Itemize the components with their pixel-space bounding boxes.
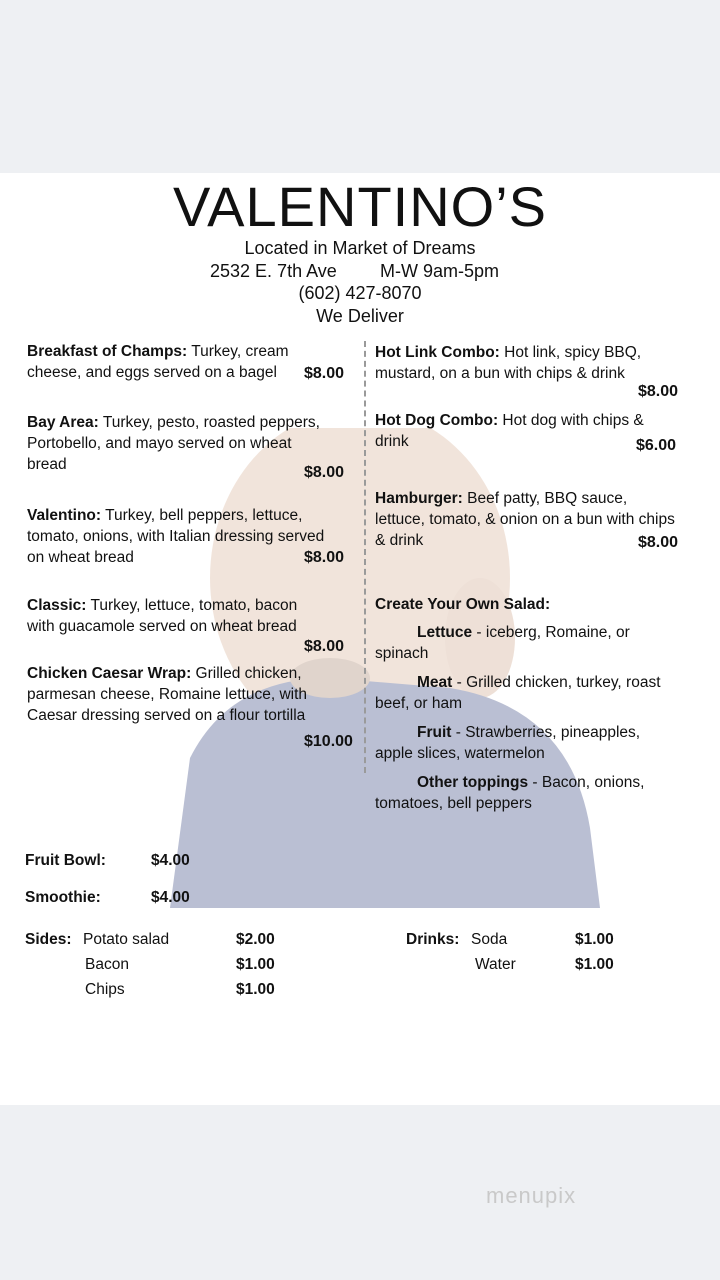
salad-other [375,772,644,814]
salad-option-desc: spinach [375,645,429,662]
sides-label-text: Sides: [25,931,72,948]
item-desc: Beef patty, BBQ sauce, [462,490,628,507]
item-desc: Turkey, bell peppers, lettuce, [101,507,303,524]
extra-smoothie [25,887,101,908]
drink-price-text: $1.00 [575,956,614,973]
salad-meat [375,672,661,714]
side-price [236,929,275,950]
salad-lettuce [375,622,630,664]
salad-option-desc: - Grilled chicken, turkey, roast [452,674,661,691]
drink-price [575,929,614,950]
side-price-text: $1.00 [236,981,275,998]
drink-name: Soda [471,931,508,948]
item-price: $8.00 [638,383,679,400]
item-desc: bread [27,456,67,473]
item-name: Bay Area: [27,414,99,431]
menu-sheet [0,173,720,1105]
side-name: Potato salad [83,931,170,948]
extra-name: Smoothie: [25,889,101,906]
menu-item-hamburger [375,488,675,551]
salad-option-desc: - iceberg, Romaine, or [472,624,630,641]
item-desc: Turkey, lettuce, tomato, bacon [86,597,298,614]
item-desc: Grilled chicken, [191,665,302,682]
item-desc: Turkey, pesto, roasted peppers, [98,414,320,431]
item-desc: on wheat bread [27,549,134,566]
extra-price: $4.00 [151,852,190,869]
item-desc: Portobello, and mayo served on wheat [27,435,292,452]
column-divider [364,341,366,773]
salad-title [375,594,550,615]
drinks-label-text: Drinks: [406,931,460,948]
menu-item-hot-dog [375,410,644,452]
item-desc: Turkey, cream [187,343,289,360]
salad-fruit [375,722,640,764]
item-name: Breakfast of Champs: [27,343,188,360]
salad-option-desc: tomatoes, bell peppers [375,795,532,812]
address: 2532 E. 7th Ave [210,261,337,281]
item-name: Chicken Caesar Wrap: [27,665,192,682]
salad-option-desc: - Strawberries, pineapples, [451,724,641,741]
extra-fruit-bowl-price [151,850,190,871]
item-price: $8.00 [304,464,345,481]
menu-item-breakfast [27,341,289,383]
menu-item-caesar-wrap [27,663,307,726]
item-desc: drink [375,433,409,450]
delivery-note: We Deliver [316,306,404,326]
salad-option-label: Lettuce [417,624,473,641]
item-price: $8.00 [304,365,345,382]
extra-price: $4.00 [151,889,190,906]
item-price: $8.00 [304,638,345,655]
item-desc: cheese, and eggs served on a bagel [27,364,277,381]
item-desc: Hot dog with chips & [498,412,644,429]
item-desc: Hot link, spicy BBQ, [499,344,642,361]
side-price-text: $1.00 [236,956,275,973]
menupix-watermark: menupix [486,1183,577,1208]
item-desc: mustard, on a bun with chips & drink [375,365,625,382]
menu-item-hot-link [375,342,641,384]
salad-option-label: Other toppings [417,774,529,791]
location-line: Located in Market of Dreams [244,238,476,258]
extra-smoothie-price [151,887,190,908]
item-desc: lettuce, tomato, & onion on a bun with chips [375,511,675,528]
item-price: $8.00 [304,549,345,566]
item-desc: tomato, onions, with Italian dressing served [27,528,325,545]
drink-price [575,954,614,975]
sides-label [25,929,72,950]
side-price [236,979,275,1000]
salad-option-desc: beef, or ham [375,695,463,712]
side-price-text: $2.00 [236,931,275,948]
item-name: Hamburger: [375,490,463,507]
salad-title-text: Create Your Own Salad: [375,596,551,613]
salad-option-desc: apple slices, watermelon [375,745,545,762]
item-desc: with guacamole served on wheat bread [27,618,297,635]
side-price [236,954,275,975]
salad-option-desc: - Bacon, onions, [528,774,645,791]
item-desc: Caesar dressing served on a flour tortilla [27,707,306,724]
restaurant-name: VALENTINO’S [172,175,548,238]
drinks-label [406,929,459,950]
item-name: Hot Dog Combo: [375,412,499,429]
item-price: $6.00 [636,437,677,454]
menu-item-classic [27,595,297,637]
extra-name: Fruit Bowl: [25,852,106,869]
item-desc: & drink [375,532,424,549]
item-name: Classic: [27,597,87,614]
menu-item-valentino [27,505,324,568]
hours: M-W 9am-5pm [380,261,500,281]
drink-name: Water [475,956,516,973]
item-name: Valentino: [27,507,102,524]
item-price: $8.00 [638,534,679,551]
side-name: Chips [85,981,125,998]
salad-option-label: Meat [417,674,453,691]
item-name: Hot Link Combo: [375,344,500,361]
item-desc: parmesan cheese, Romaine lettuce, with [27,686,308,703]
extra-fruit-bowl [25,850,106,871]
salad-option-label: Fruit [417,724,452,741]
side-name: Bacon [85,956,129,973]
menu-item-bay-area [27,412,320,475]
phone-number: (602) 427-8070 [298,283,422,303]
drink-price-text: $1.00 [575,931,614,948]
item-price: $10.00 [304,733,353,750]
